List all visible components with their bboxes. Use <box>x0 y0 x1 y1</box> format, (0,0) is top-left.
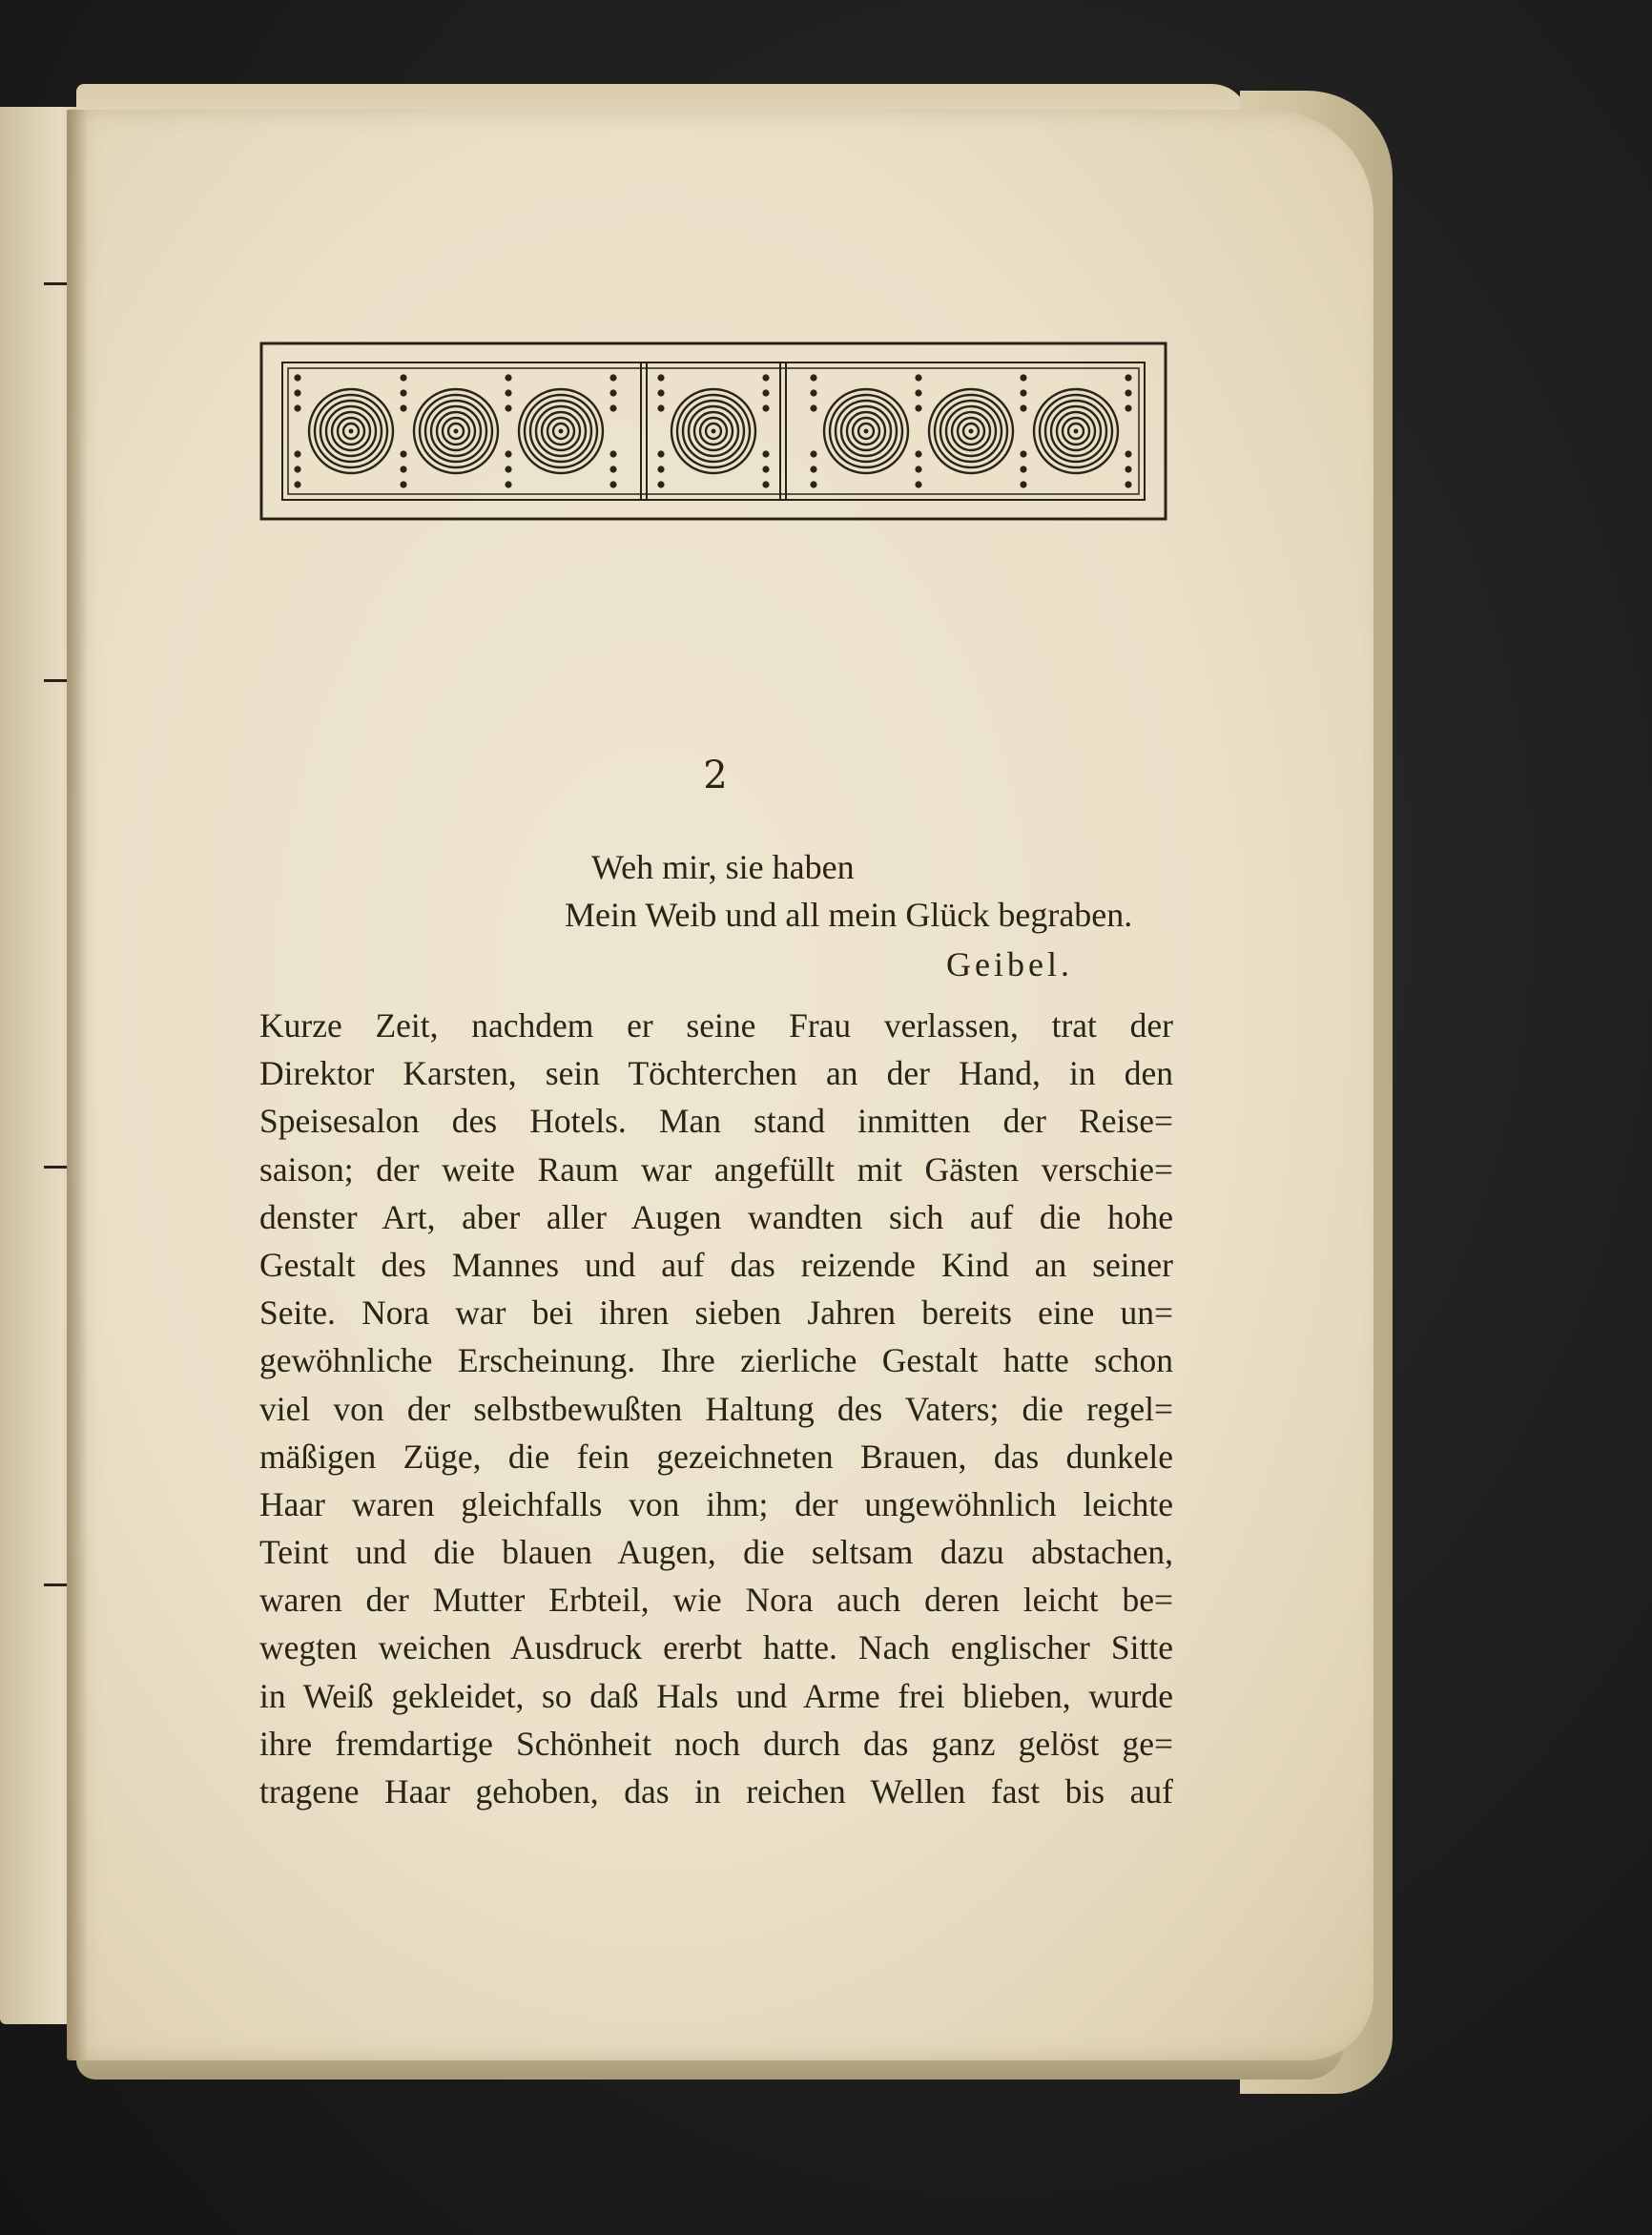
ornament-dot <box>657 481 664 487</box>
ornament-dot <box>505 481 511 487</box>
ornament-dot <box>609 466 616 472</box>
ornament-dot <box>1125 374 1131 381</box>
ornament-dot <box>609 450 616 457</box>
ornament-dot <box>505 404 511 411</box>
ornament-dot <box>1125 450 1131 457</box>
ornament-dot <box>1020 404 1026 411</box>
ornament-rosette <box>1034 389 1118 473</box>
ornament-dot <box>609 481 616 487</box>
ornament-dot <box>762 466 769 472</box>
text-line: viel von der selbstbewußten Haltung des Vaters; die regel= <box>259 1389 1173 1428</box>
ornament-dot <box>657 404 664 411</box>
ornament-dot <box>1020 374 1026 381</box>
ornament-dot <box>810 466 816 472</box>
text-line: Gestalt des Mannes und auf das reizende Kind an seiner <box>259 1245 1173 1284</box>
text-line: Haar waren gleichfalls von ihm; der ungewöhnlich leichte <box>259 1484 1173 1523</box>
ornament-dot <box>505 466 511 472</box>
previous-page-edge <box>0 107 76 2024</box>
ornament-dot <box>400 389 406 396</box>
ornament-rosette <box>929 389 1013 473</box>
text-line: Direktor Karsten, sein Töchterchen an der Hand, in den <box>259 1054 1173 1093</box>
ornament-dot <box>762 389 769 396</box>
ornament-dot <box>294 374 300 381</box>
text-line: gewöhnliche Erscheinung. Ihre zierliche Gestalt hatte schon <box>259 1341 1173 1380</box>
ornament-dot <box>657 466 664 472</box>
ornament-dot <box>294 481 300 487</box>
ornament-dot <box>657 450 664 457</box>
ornament-dot <box>1020 389 1026 396</box>
text-line: mäßigen Züge, die fein gezeichneten Brauen, das dunkele <box>259 1437 1173 1476</box>
chapter-number: 2 <box>703 754 728 797</box>
ornament-dot <box>1020 450 1026 457</box>
ornament-dot <box>294 450 300 457</box>
ornament-dot <box>400 466 406 472</box>
ornament-dot <box>505 389 511 396</box>
ornament-dot <box>915 389 921 396</box>
ornament-dot <box>915 374 921 381</box>
ornament-dot <box>915 481 921 487</box>
ornament-dot <box>1125 466 1131 472</box>
ornament-dot <box>1125 481 1131 487</box>
ornament-dot <box>762 404 769 411</box>
ornament-dot <box>1020 481 1026 487</box>
epigraph-author: Geibel. <box>946 945 1073 983</box>
ornament-dot <box>609 389 616 396</box>
ornament-dot <box>1125 389 1131 396</box>
text-line: Kurze Zeit, nachdem er seine Frau verlassen, trat der <box>259 1006 1173 1045</box>
ornament-rosette <box>309 389 393 473</box>
ornament-dot <box>294 389 300 396</box>
ornament-dot <box>609 404 616 411</box>
ornament-dot <box>810 389 816 396</box>
ornament-dot <box>810 481 816 487</box>
ornament-rosette <box>824 389 908 473</box>
ornament-dot <box>1020 466 1026 472</box>
text-line: Speisesalon des Hotels. Man stand inmitten der Reise= <box>259 1102 1173 1141</box>
body-text <box>259 1002 1173 1815</box>
ornament-dot <box>400 450 406 457</box>
ornament-dot <box>915 466 921 472</box>
text-line: ihre fremdartige Schönheit noch durch das ganz gelöst ge= <box>259 1724 1173 1763</box>
ornament-dot <box>294 466 300 472</box>
epigraph-line: Weh mir, sie haben <box>591 848 855 886</box>
ornament-rosette <box>414 389 498 473</box>
page-gutter-shadow <box>67 110 88 2060</box>
text-line: wegten weichen Ausdruck ererbt hatte. Nach englischer Sitte <box>259 1628 1173 1667</box>
ornament-dot <box>294 404 300 411</box>
ornament-dot <box>657 374 664 381</box>
ornament-dot <box>762 450 769 457</box>
ornament-dot <box>400 481 406 487</box>
text-line: Seite. Nora war bei ihren sieben Jahren bereits eine un= <box>259 1293 1173 1333</box>
ornament-dot <box>609 374 616 381</box>
text-line: in Weiß gekleidet, so daß Hals und Arme frei blieben, wurde <box>259 1676 1173 1715</box>
ornament-dot <box>505 450 511 457</box>
ornament-dot <box>657 389 664 396</box>
ornament-dot <box>915 404 921 411</box>
ornament-dot <box>400 374 406 381</box>
ornament-dot <box>762 374 769 381</box>
text-line: Teint und die blauen Augen, die seltsam dazu abstachen, <box>259 1533 1173 1572</box>
text-line: denster Art, aber aller Augen wandten sich auf die hohe <box>259 1197 1173 1236</box>
ornament-dot <box>810 374 816 381</box>
text-line: waren der Mutter Erbteil, wie Nora auch deren leicht be= <box>259 1581 1173 1620</box>
ornament-dot <box>1125 404 1131 411</box>
ornament-dot <box>400 404 406 411</box>
ornament-dot <box>762 481 769 487</box>
text-line: tragene Haar gehoben, das in reichen Wellen fast bis auf <box>259 1772 1173 1811</box>
ornament-dot <box>915 450 921 457</box>
ornament-rosette <box>519 389 603 473</box>
epigraph-line: Mein Weib und all mein Glück begraben. <box>565 896 1133 934</box>
ornament-band <box>259 341 1167 521</box>
ornament-dot <box>810 450 816 457</box>
ornament-dot <box>810 404 816 411</box>
text-line: saison; der weite Raum war angefüllt mit Gästen verschie= <box>259 1149 1173 1189</box>
ornament-rosette <box>671 389 755 473</box>
ornament-dot <box>505 374 511 381</box>
